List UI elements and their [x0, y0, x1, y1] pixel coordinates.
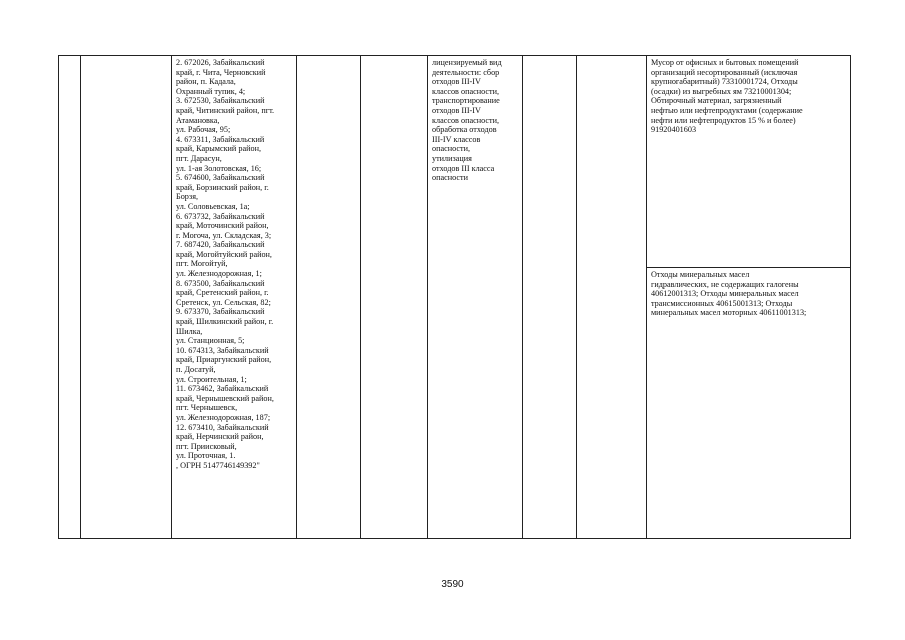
column-divider	[646, 55, 647, 539]
column-divider	[576, 55, 577, 539]
column-divider	[522, 55, 523, 539]
page-number: 3590	[441, 579, 464, 590]
column-divider	[360, 55, 361, 539]
column-divider	[850, 55, 851, 539]
column-divider	[80, 55, 81, 539]
table-bottom-border	[58, 538, 850, 539]
addresses-cell: 2. 672026, Забайкальский край, г. Чита, Черновский район, п. Кадала, Охранный тупик, 4; 3. 672530, Забайкальский край, Читинский район, пгт. Атамановка, ул. Рабочая, 95; 4. 673311, Забайкальский край, Карымский район, пгт. Дарасун, ул. 1-ая Золотовская, 16; 5. 674600, Забайкальский край, Борзинский район, г. Борзя, ул. Соловьевская, 1а; 6. 673732, Забайкальский край, Моточинский район, г. Могоча, ул. Складская, 3; 7. 687420, Забайкальский край, Могойтуйский район, пгт. Могойтуй, ул. Железнодорожная, 1; 8. 673500, Забайкальский край, Сретенский район, г. Сретенск, ул. Сельская, 82; 9. 673370, Забайкальский край, Шилкинский район, г. Шилка, ул. Станционная, 5; 10. 674313, Забайкальский край, Приаргунский район, п. Досатуй, ул. Строительная, 1; 11. 673462, Забайкальский край, Чернышевский район, пгт. Чернышевск, ул. Железнодорожная, 187; 12. 673410, Забайкальский край, Нерчинский район, пгт. Приисковый, ул. Проточная, 1. , ОГРН 5147746149392"	[176, 58, 275, 470]
table-top-border	[58, 55, 850, 56]
column-divider	[296, 55, 297, 539]
waste-list-top-cell: Мусор от офисных и бытовых помещений организаций несортированный (исключая крупногабаритный) 73310001724, Отходы (осадки) из выгребных ям 73210001304; Обтирочный материал, загрязненный нефтью или нефтепродуктами (содержание нефти или нефтепродуктов 15 % и более) 91920401603	[651, 58, 803, 135]
column-divider	[427, 55, 428, 539]
column-divider	[58, 55, 59, 539]
row-divider	[646, 267, 850, 268]
column-divider	[171, 55, 172, 539]
waste-list-bottom-cell: Отходы минеральных масел гидравлических, не содержащих галогены 40612001313; Отходы минеральных масел трансмиссионных 40615001313; Отходы минеральных масел моторных 40611001313;	[651, 270, 807, 318]
activities-cell: лицензируемый вид деятельности: сбор отходов III-IV классов опасности, транспортирование отходов III-IV классов опасности, обработка отходов III-IV классов опасности, утилизация отходов III класса опасности	[432, 58, 502, 183]
